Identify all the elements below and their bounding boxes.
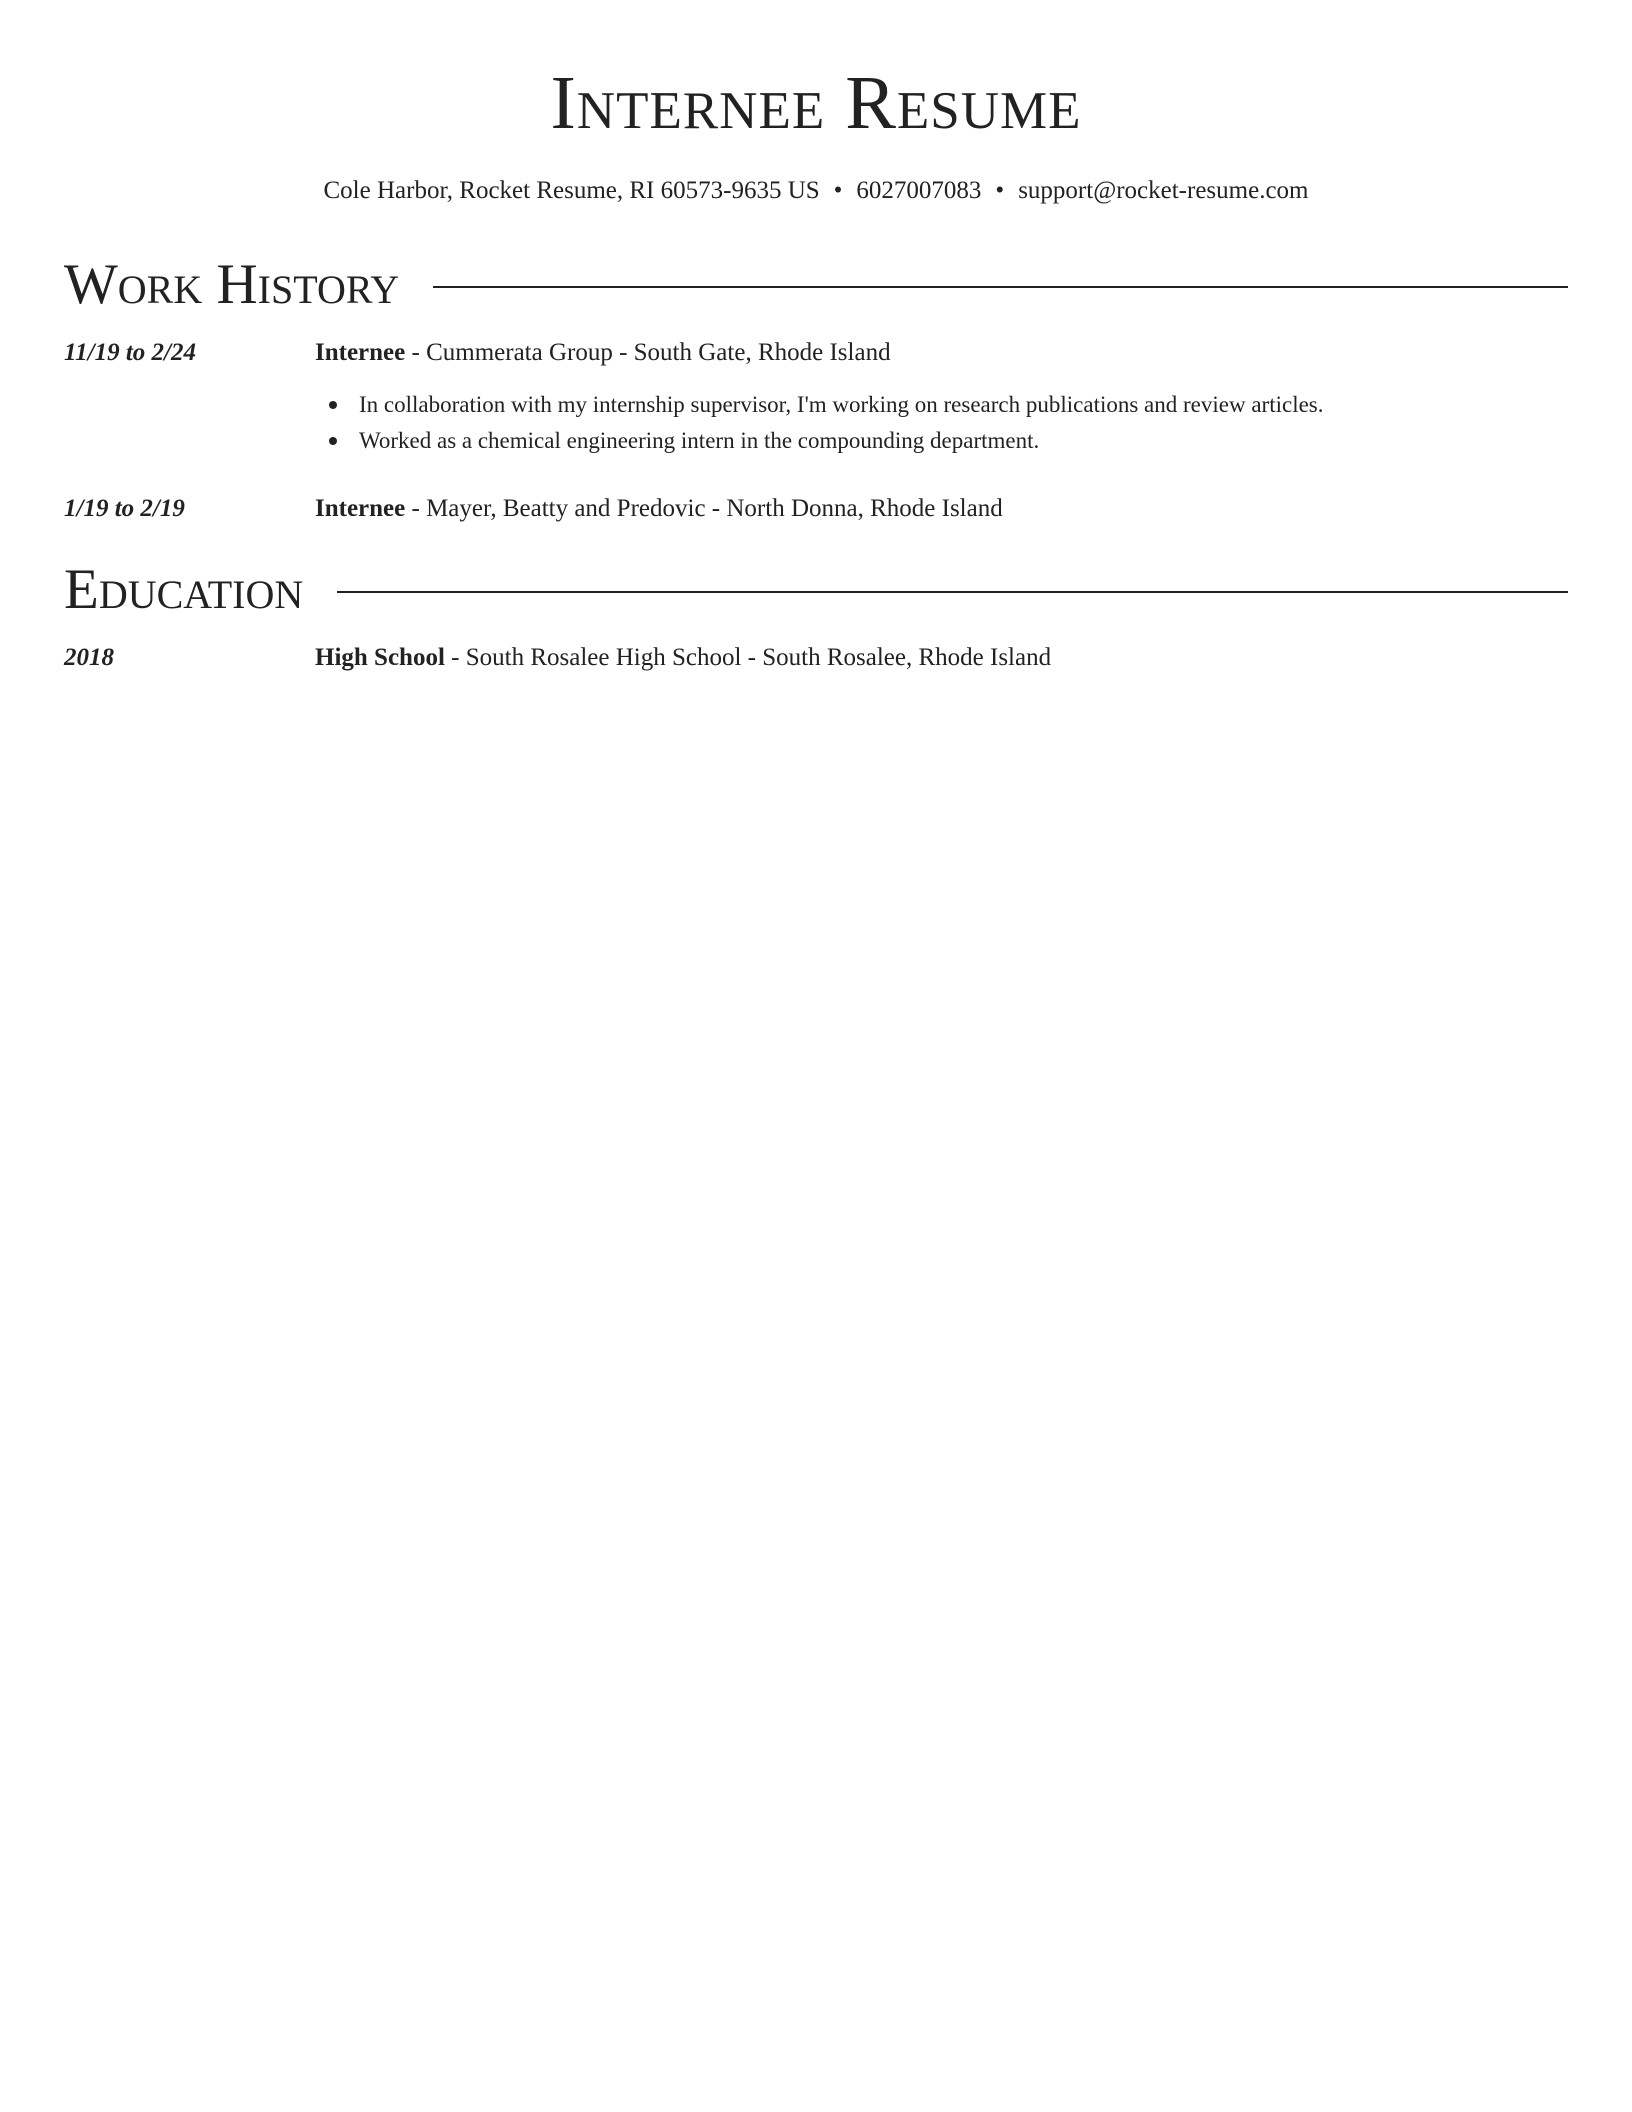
list-item <box>329 387 1568 423</box>
entry-date: 11/19 to 2/24 <box>64 339 196 366</box>
section-divider <box>337 591 1568 593</box>
contact-phone: 6027007083 <box>856 177 982 204</box>
bullet-text: Worked as a chemical engineering intern in the compounding department. <box>359 428 1040 453</box>
contact-email: support@rocket-resume.com <box>1018 177 1309 204</box>
entry-role: Internee <box>315 339 406 366</box>
contact-separator: • <box>833 177 843 204</box>
entry-role: Internee <box>315 495 406 522</box>
entry-details: - Cummerata Group - South Gate, Rhode Island <box>405 339 891 366</box>
contact-separator: • <box>995 177 1005 204</box>
bullet-text: In collaboration with my internship supervisor, I'm working on research publications and review articles. <box>359 392 1324 417</box>
contact-line <box>64 174 1568 208</box>
entry-main <box>315 641 1568 675</box>
bullet-dot <box>329 401 337 409</box>
list-item <box>329 423 1568 459</box>
work-entry-bullets <box>329 387 1568 459</box>
entry-details: - South Rosalee High School - South Rosalee, Rhode Island <box>444 644 1052 671</box>
section-divider <box>433 286 1568 288</box>
entry-date: 1/19 to 2/19 <box>64 495 185 522</box>
entry-main <box>315 336 1568 370</box>
entry-details: - Mayer, Beatty and Predovic - North Donna, Rhode Island <box>405 495 1003 522</box>
work-history-heading <box>64 252 1568 318</box>
contact-address: Cole Harbor, Rocket Resume, RI 60573-9635 US <box>323 177 820 204</box>
entry-degree: High School <box>315 644 445 671</box>
entry-main <box>315 492 1568 526</box>
bullet-dot <box>329 437 337 445</box>
entry-date: 2018 <box>64 644 114 671</box>
education-title: Education <box>64 558 304 621</box>
resume-title: Internee Resume <box>550 61 1082 145</box>
work-history-title: Work History <box>64 253 400 316</box>
education-heading <box>64 557 1568 623</box>
